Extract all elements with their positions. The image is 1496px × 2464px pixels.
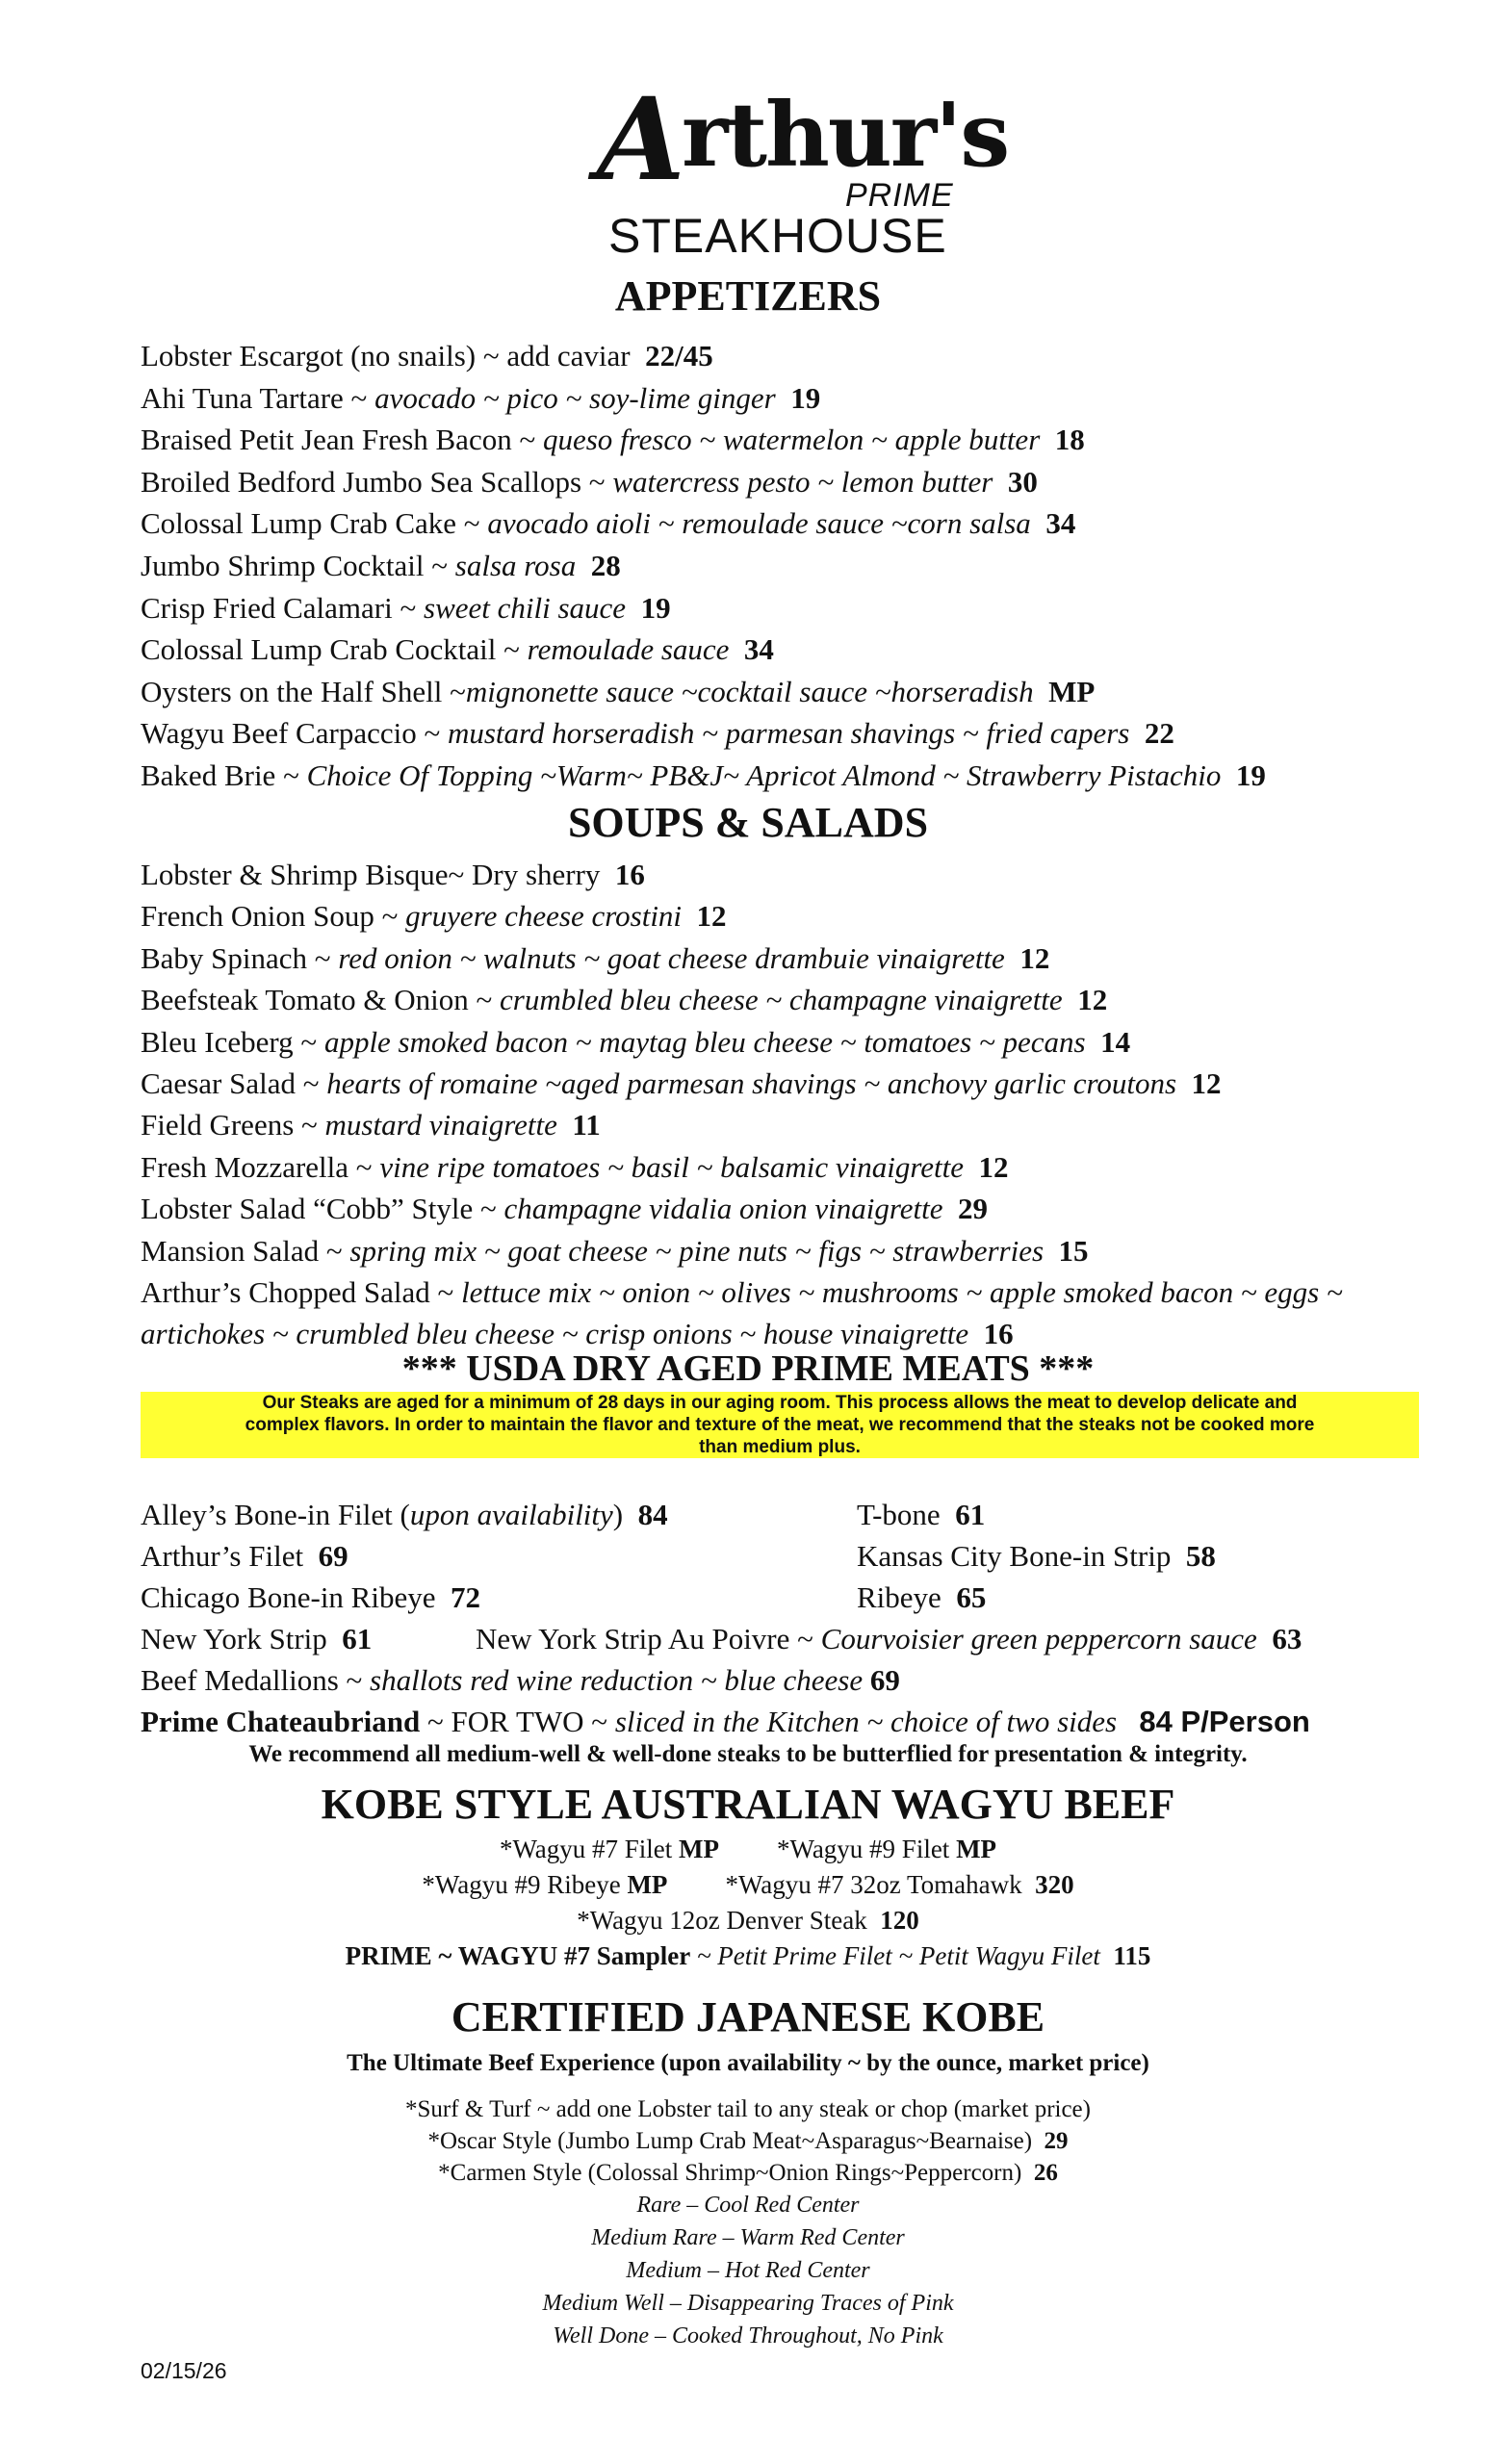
price: 120 — [880, 1906, 919, 1935]
menu-item: Kansas City Bone-in Strip 58 — [857, 1539, 1216, 1573]
item-description: watercress pesto ~ lemon butter — [612, 464, 993, 499]
menu-item — [141, 899, 727, 934]
carmen-style-line: *Carmen Style (Colossal Shrimp~Onion Rings~Peppercorn) 26 — [438, 2160, 1058, 2186]
menu-item — [141, 1277, 1357, 1307]
price: 34 — [743, 632, 774, 667]
oscar-style-line: *Oscar Style (Jumbo Lump Crab Meat~Asparagus~Bearnaise) 29 — [427, 2128, 1069, 2154]
price: MP — [1048, 674, 1096, 708]
menu-item — [141, 632, 774, 667]
price: 12 — [696, 899, 727, 934]
price: 26 — [1033, 2160, 1058, 2186]
price: 15 — [1058, 1233, 1089, 1268]
price: 16 — [983, 1317, 1014, 1351]
item-name: Caesar Salad ~ — [141, 1066, 327, 1100]
temperature-guide: Rare – Cool Red Center — [636, 2193, 860, 2218]
price: 34 — [1045, 506, 1076, 541]
menu-item: New York Strip 61 — [141, 1622, 373, 1656]
price: 58 — [1185, 1539, 1216, 1573]
item-name: Arthur’s Chopped Salad ~ — [141, 1275, 462, 1309]
price: 19 — [1235, 758, 1266, 792]
price: 22/45 — [645, 339, 713, 372]
item-description: vine ripe tomatoes ~ basil ~ balsamic vinaigrette — [379, 1149, 964, 1184]
price: 65 — [956, 1580, 987, 1614]
aging-notice-line: than medium plus. — [699, 1437, 861, 1457]
item-name: Mansion Salad ~ — [141, 1233, 350, 1268]
price: 69 — [318, 1539, 348, 1573]
item-description: avocado aioli ~ remoulade sauce ~corn salsa — [487, 506, 1031, 541]
menu-item — [141, 716, 1174, 751]
price: 28 — [590, 549, 621, 582]
item-description: mustard horseradish ~ parmesan shavings ~ fried capers — [447, 716, 1130, 751]
menu-item — [141, 940, 1050, 975]
price: 69 — [869, 1663, 900, 1697]
temperature-guide: Medium Rare – Warm Red Center — [591, 2225, 905, 2250]
price: 29 — [1044, 2128, 1069, 2154]
menu-item — [141, 1110, 601, 1140]
item-name: Lobster Salad “Cobb” Style ~ — [141, 1192, 504, 1226]
menu-item: Chicago Bone-in Ribeye 72 — [141, 1580, 480, 1614]
menu-item: Ribeye 65 — [857, 1580, 987, 1614]
price: 11 — [572, 1108, 601, 1142]
item-name: Wagyu Beef Carpaccio ~ — [141, 716, 448, 751]
price: 320 — [1035, 1870, 1074, 1899]
item-description: crumbled bleu cheese ~ champagne vinaigrette — [500, 983, 1063, 1017]
item-name: Crisp Fried Calamari ~ — [141, 590, 425, 625]
item-description: Choice Of Topping ~Warm~ PB&J~ Apricot Almond ~ Strawberry Pistachio — [306, 758, 1222, 792]
menu-item: Alley’s Bone-in Filet (upon availability) 84 — [141, 1498, 668, 1531]
menu-item — [141, 590, 671, 625]
item-description: hearts of romaine ~aged parmesan shavings ~ anchovy garlic croutons — [326, 1066, 1177, 1100]
price: 84 — [637, 1498, 668, 1531]
price: 72 — [451, 1580, 480, 1614]
menu-item: Beef Medallions ~ shallots red wine reduction ~ blue cheese 69 — [141, 1663, 900, 1697]
item-name: Baked Brie ~ — [141, 758, 307, 792]
menu-item — [141, 423, 1085, 457]
logo-prime: PRIME — [845, 177, 954, 214]
item-name: Fresh Mozzarella ~ — [141, 1149, 380, 1184]
logo-steakhouse: STEAKHOUSE — [608, 209, 947, 263]
temperature-guide: Medium Well – Disappearing Traces of Pink — [542, 2291, 954, 2316]
price: 12 — [1019, 940, 1050, 975]
item-description: artichokes ~ crumbled bleu cheese ~ crisp onions ~ house vinaigrette — [141, 1317, 969, 1351]
menu-item — [141, 1149, 1009, 1184]
menu-item — [141, 1068, 1222, 1098]
item-name: Jumbo Shrimp Cocktail ~ — [141, 549, 455, 582]
menu-item: New York Strip Au Poivre ~ Courvoisier green peppercorn sauce 63 — [476, 1622, 1303, 1656]
menu-item — [141, 506, 1076, 541]
item-name: Braised Petit Jean Fresh Bacon ~ — [141, 423, 543, 457]
item-description: red onion ~ walnuts ~ goat cheese drambuie vinaigrette — [338, 940, 1005, 975]
item-description: sweet chili sauce — [424, 590, 627, 625]
item-description: queso fresco ~ watermelon ~ apple butter — [542, 423, 1041, 457]
price: 16 — [614, 858, 645, 891]
item-description: spring mix ~ goat cheese ~ pine nuts ~ figs ~ strawberries — [349, 1233, 1045, 1268]
menu-item — [141, 860, 645, 889]
price: MP — [627, 1870, 668, 1899]
item-name: Baby Spinach ~ — [141, 940, 339, 975]
menu-item — [141, 1024, 1131, 1059]
item-name: Beefsteak Tomato & Onion ~ — [141, 983, 501, 1017]
price: 61 — [955, 1498, 986, 1531]
price: 14 — [1100, 1024, 1131, 1059]
menu-item: Prime Chateaubriand ~ FOR TWO ~ sliced in the Kitchen ~ choice of two sides 84 P/Person — [141, 1705, 1310, 1738]
japanese-kobe-heading: CERTIFIED JAPANESE KOBE — [451, 1993, 1045, 2040]
price: 12 — [1191, 1066, 1222, 1100]
menu-item — [141, 1192, 989, 1226]
soups-salads-heading: SOUPS & SALADS — [567, 799, 929, 846]
item-description: mustard vinaigrette — [324, 1108, 557, 1142]
surf-turf-line: *Surf & Turf ~ add one Lobster tail to any steak or chop (market price) — [405, 2096, 1091, 2122]
menu-item — [141, 1317, 1014, 1351]
price: 29 — [958, 1192, 989, 1226]
item-name: Lobster & Shrimp Bisque~ Dry sherry — [141, 858, 601, 891]
price: MP — [956, 1835, 997, 1863]
wagyu-sampler: PRIME ~ WAGYU #7 Sampler ~ Petit Prime Filet ~ Petit Wagyu Filet 115 — [345, 1941, 1151, 1970]
menu-item — [141, 760, 1266, 790]
price: 84 P/Person — [1139, 1705, 1310, 1738]
menu-item — [141, 1233, 1089, 1268]
logo-name: rthur's — [682, 83, 1009, 187]
item-name: French Onion Soup ~ — [141, 899, 406, 934]
wagyu-row: *Wagyu #9 Ribeye MP *Wagyu #7 32oz Tomahawk 320 — [422, 1870, 1074, 1899]
temperature-guide: Well Done – Cooked Throughout, No Pink — [553, 2323, 943, 2348]
price: 30 — [1007, 464, 1038, 499]
menu-item — [141, 983, 1108, 1017]
price: 115 — [1113, 1941, 1151, 1970]
item-description: apple smoked bacon ~ maytag bleu cheese ~ tomatoes ~ pecans — [323, 1024, 1086, 1059]
item-description: gruyere cheese crostini — [405, 899, 683, 934]
usda-meats-heading: *** USDA DRY AGED PRIME MEATS *** — [401, 1348, 1095, 1389]
item-description: champagne vidalia onion vinaigrette — [503, 1192, 943, 1226]
aging-notice-line: complex flavors. In order to maintain the flavor and texture of the meat, we recommend that the steaks not be cooked more — [245, 1415, 1315, 1435]
item-description: salsa rosa — [454, 549, 577, 582]
item-name: Colossal Lump Crab Cocktail ~ — [141, 632, 528, 667]
aging-notice — [141, 1392, 1419, 1458]
price: 19 — [640, 590, 671, 625]
menu-item — [141, 464, 1038, 499]
item-name: Broiled Bedford Jumbo Sea Scallops ~ — [141, 464, 613, 499]
item-description: mignonette sauce ~cocktail sauce ~horseradish — [465, 674, 1034, 708]
price: 18 — [1054, 423, 1085, 457]
appetizers-heading: APPETIZERS — [614, 272, 882, 320]
price: 12 — [1077, 983, 1108, 1017]
aging-notice-line: Our Steaks are aged for a minimum of 28 days in our aging room. This process allows the meat to develop delicate and — [262, 1393, 1298, 1413]
item-description: avocado ~ pico ~ soy-lime ginger — [374, 380, 776, 415]
kobe-subtitle: The Ultimate Beef Experience (upon availability ~ by the ounce, market price) — [347, 2050, 1149, 2076]
item-name: Field Greens ~ — [141, 1108, 325, 1142]
item-name: Lobster Escargot (no snails) ~ add caviar — [141, 339, 631, 372]
logo-letter: A — [597, 72, 685, 206]
menu-date: 02/15/26 — [141, 2358, 227, 2383]
restaurant-logo — [539, 72, 1009, 263]
item-name: Bleu Iceberg ~ — [141, 1024, 324, 1059]
wagyu-heading: KOBE STYLE AUSTRALIAN WAGYU BEEF — [321, 1781, 1175, 1828]
menu-item — [141, 380, 821, 415]
temperature-guide: Medium – Hot Red Center — [626, 2258, 870, 2283]
menu-item — [141, 674, 1096, 708]
price: 22 — [1144, 716, 1174, 751]
price: 12 — [978, 1149, 1009, 1184]
price: 19 — [790, 380, 821, 415]
price: MP — [679, 1835, 719, 1863]
item-description: lettuce mix ~ onion ~ olives ~ mushrooms ~ apple smoked bacon ~ eggs ~ — [461, 1275, 1343, 1309]
wagyu-row: *Wagyu 12oz Denver Steak 120 — [577, 1906, 919, 1935]
price: 63 — [1272, 1622, 1303, 1656]
menu-item: T-bone 61 — [857, 1498, 986, 1531]
price: 61 — [342, 1622, 373, 1656]
wagyu-row: *Wagyu #7 Filet MP *Wagyu #9 Filet MP — [499, 1835, 997, 1863]
menu-item — [141, 341, 713, 371]
item-description: remoulade sauce — [527, 632, 730, 667]
butterfly-note: We recommend all medium-well & well-done steaks to be butterflied for presentation & integrity. — [248, 1741, 1248, 1767]
item-name: Colossal Lump Crab Cake ~ — [141, 506, 488, 541]
item-name: Oysters on the Half Shell ~ — [141, 674, 466, 708]
menu-item — [141, 551, 621, 580]
item-name: Ahi Tuna Tartare ~ — [141, 380, 375, 415]
menu-item: Arthur’s Filet 69 — [141, 1539, 348, 1573]
